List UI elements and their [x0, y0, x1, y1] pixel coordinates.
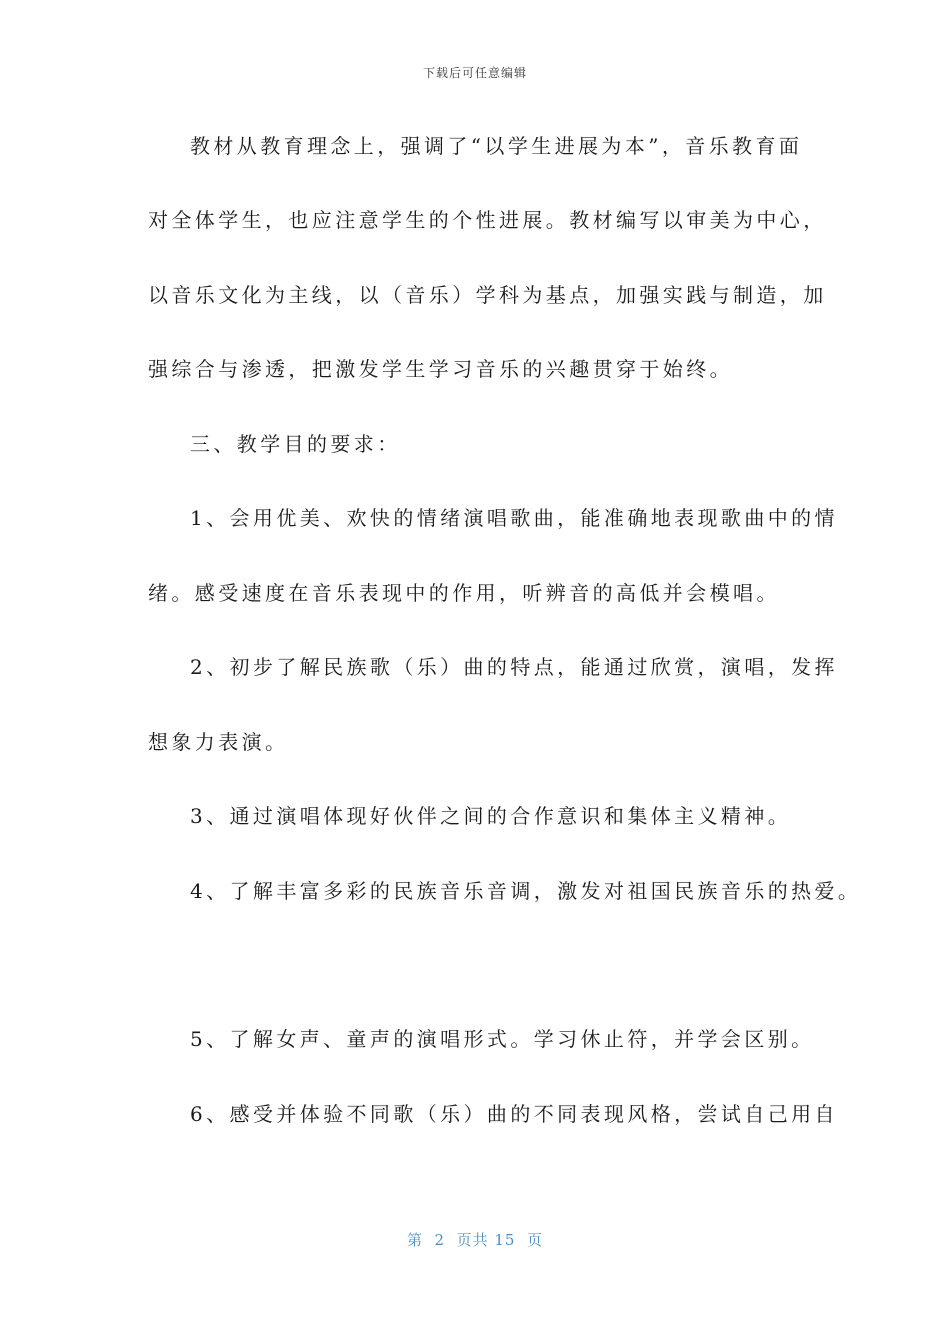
- paragraph-line: 1、会用优美、欢快的情绪演唱歌曲，能准确地表现歌曲中的情: [190, 506, 838, 530]
- paragraph-line: 6、感受并体验不同歌（乐）曲的不同表现风格，尝试自己用自: [190, 1102, 838, 1126]
- paragraph-line: 想象力表演。: [148, 730, 289, 754]
- paragraph-line: 对全体学生，也应注意学生的个性进展。教材编写以审美为中心，: [148, 208, 827, 232]
- paragraph-line: 绪。感受速度在音乐表现中的作用，听辨音的高低并会模唱。: [148, 581, 780, 605]
- paragraph-line: 4、了解丰富多彩的民族音乐音调，激发对祖国民族音乐的热爱。: [190, 879, 862, 903]
- page-number: 第 2 页共 15 页: [406, 1231, 543, 1249]
- paragraph-line: 5、了解女声、童声的演唱形式。学习休止符，并学会区别。: [190, 1027, 815, 1051]
- paragraph-line: 强综合与渗透，把激发学生学习音乐的兴趣贯穿于始终。: [148, 357, 733, 381]
- section-heading: 三、教学目的要求：: [190, 432, 401, 456]
- paragraph-line: 2、初步了解民族歌（乐）曲的特点，能通过欣赏，演唱，发挥: [190, 655, 838, 679]
- paragraph-line: 3、通过演唱体现好伙伴之间的合作意识和集体主义精神。: [190, 804, 792, 828]
- page-header-note: 下载后可任意编辑: [422, 66, 527, 80]
- paragraph-line: 以音乐文化为主线，以（音乐）学科为基点，加强实践与制造，加: [148, 283, 827, 307]
- paragraph-line: 教材从教育理念上，强调了“以学生进展为本”，音乐教育面: [190, 134, 803, 158]
